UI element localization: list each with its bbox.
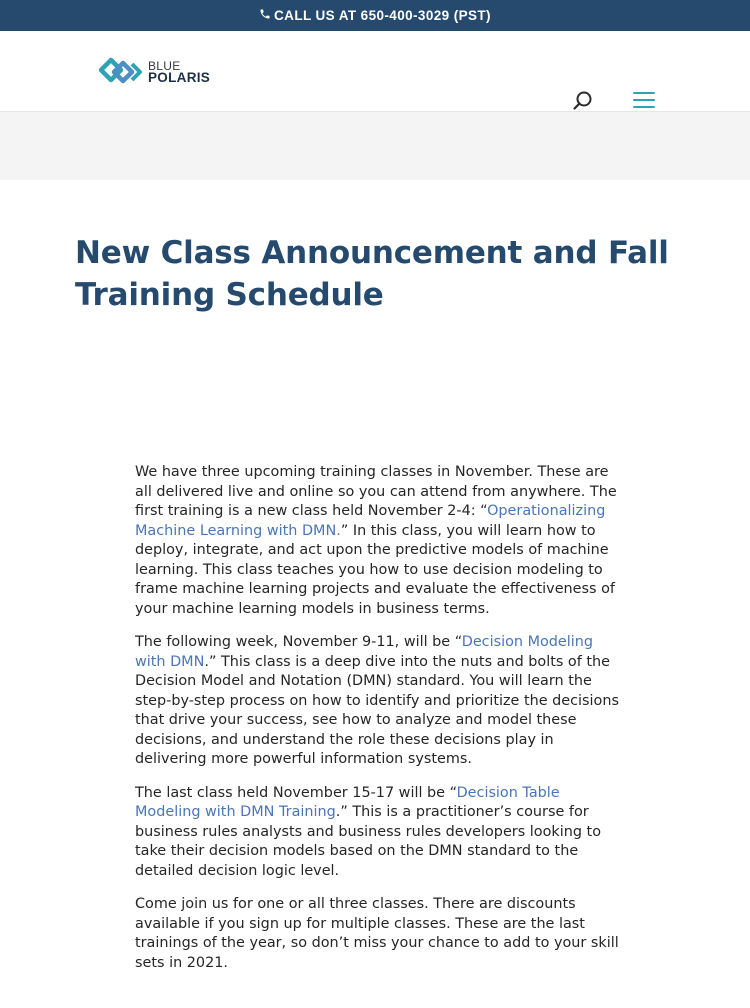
- link-decision-table[interactable]: Decision Table Modeling with DMN Training: [135, 784, 560, 820]
- phone-icon: [259, 8, 271, 23]
- call-us-link[interactable]: CALL US AT 650-400-3029 (PST): [274, 8, 491, 23]
- hamburger-menu-icon[interactable]: [633, 92, 655, 110]
- link-decision-modeling[interactable]: Decision Modeling with DMN: [135, 634, 594, 670]
- paragraph-text: The following week, November 9-11, will be “: [135, 634, 462, 650]
- paragraph-text: .” This is a practitioner’s course for business rules analysts and business rules developers looking to take their decision models based on the DMN standard to the detailed decision logic level.: [135, 804, 601, 879]
- logo-text-blue: BLUE: [148, 59, 181, 73]
- site-header: [0, 31, 750, 112]
- paragraph-text: We have three upcoming training classes in November. These are all delivered live and online so you can attend from anywhere. The first training is a new class held November 2-4: “: [135, 464, 617, 519]
- search-icon[interactable]: [572, 90, 594, 112]
- logo-mark-icon: [99, 55, 143, 89]
- paragraph-text: The last class held November 15-17 will be “: [135, 784, 457, 801]
- page-title: New Class Announcement and Fall Training Schedule: [75, 235, 669, 313]
- logo-text-polaris: POLARIS: [148, 70, 211, 85]
- paragraph-3: [135, 784, 623, 882]
- paragraph-4: Come join us for one or all three classes. There are discounts available if you sign up for multiple classes. These are the last trainings of the year, so don’t miss your chance to add to your skill sets in 2021.: [135, 896, 619, 971]
- site-logo[interactable]: [99, 55, 210, 89]
- link-operationalizing-ml[interactable]: Operationalizing Machine Learning with DMN.: [135, 503, 606, 539]
- article-body: [135, 463, 623, 987]
- paragraph-1: [135, 463, 623, 619]
- paragraph-2: [135, 633, 623, 770]
- paragraph-text: ” In this class, you will learn how to deploy, integrate, and act upon the predictive models of machine learning. This class teaches you how to use decision modeling to frame machine learning projects and evaluate the effectiveness of your machine learning models in business terms.: [135, 522, 615, 617]
- top-contact-bar: [0, 0, 750, 31]
- paragraph-text: .” This class is a deep dive into the nuts and bolts of the Decision Model and Notation (DMN) standard. You will learn the step-by-step process on how to identify and prioritize the decisions that drive your success, see how to analyze and model these decisions, and understand the role these decisions play in delivering more powerful information systems.: [135, 653, 619, 767]
- hero-band: [0, 112, 750, 180]
